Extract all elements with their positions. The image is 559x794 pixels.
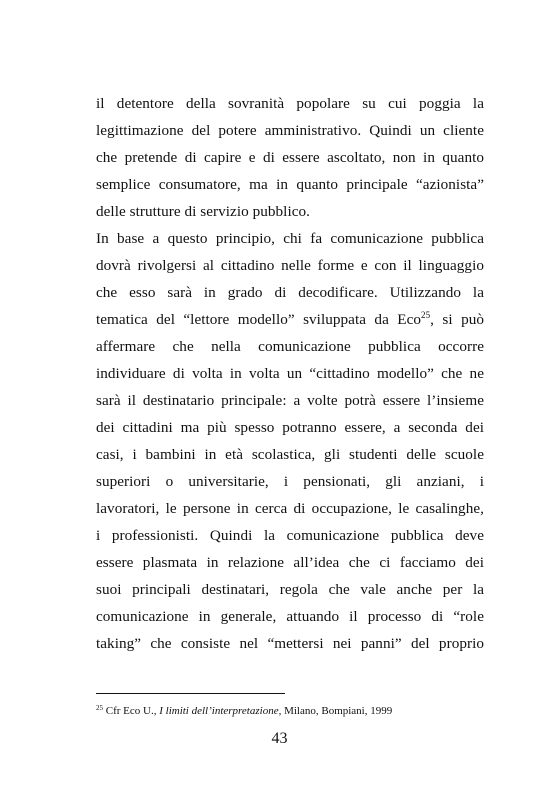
body-line-with-footnote-ref	[96, 310, 484, 331]
body-line: i professionisti. Quindi la comunicazione pubblica deve	[96, 527, 484, 544]
body-line: individuare di volta in volta un “cittadino modello” che ne	[96, 365, 484, 382]
body-line: semplice consumatore, ma in quanto principale “azionista”	[96, 176, 484, 193]
footnote-title: I limiti dell’interpretazione,	[159, 705, 282, 717]
body-line: che pretende di capire e di essere ascoltato, non in quanto	[96, 149, 484, 166]
body-line: essere plasmata in relazione all’idea che ci facciamo dei	[96, 554, 484, 571]
footnote-separator	[96, 693, 285, 694]
body-line: taking” che consiste nel “mettersi nei panni” del proprio	[96, 635, 484, 652]
body-line: lavoratori, le persone in cerca di occupazione, le casalinghe,	[96, 500, 484, 517]
body-line: casi, i bambini in età scolastica, gli studenti delle scuole	[96, 446, 484, 463]
body-line: comunicazione in generale, attuando il processo di “role	[96, 608, 484, 625]
body-line: dei cittadini ma più spesso potranno essere, a seconda dei	[96, 419, 484, 436]
body-line-text: , si può	[430, 311, 485, 328]
body-line: il detentore della sovranità popolare su cui poggia la	[96, 95, 484, 112]
body-line: In base a questo principio, chi fa comunicazione pubblica	[96, 230, 484, 247]
footnote-number: 25	[96, 704, 103, 712]
body-line: dovrà rivolgersi al cittadino nelle forme e con il linguaggio	[96, 257, 484, 274]
body-line-text: tematica del “lettore modello” sviluppata da Eco	[96, 311, 422, 328]
footnote-suffix: Milano, Bompiani, 1999	[281, 705, 393, 717]
footnote-reference[interactable]: 25	[421, 310, 431, 320]
footnote	[96, 704, 392, 719]
page-number: 43	[271, 730, 288, 747]
body-line: suoi principali destinatari, regola che vale anche per la	[96, 581, 484, 598]
body-line: superiori o universitarie, i pensionati, gli anziani, i	[96, 473, 484, 490]
body-line: delle strutture di servizio pubblico.	[96, 203, 310, 220]
body-line: affermare che nella comunicazione pubblica occorre	[96, 338, 484, 355]
footnote-prefix: Cfr Eco U.,	[103, 705, 160, 717]
body-line: legittimazione del potere amministrativo. Quindi un cliente	[96, 122, 484, 139]
body-line: che esso sarà in grado di decodificare. Utilizzando la	[96, 284, 484, 301]
body-line: sarà il destinatario principale: a volte potrà essere l’insieme	[96, 392, 484, 409]
